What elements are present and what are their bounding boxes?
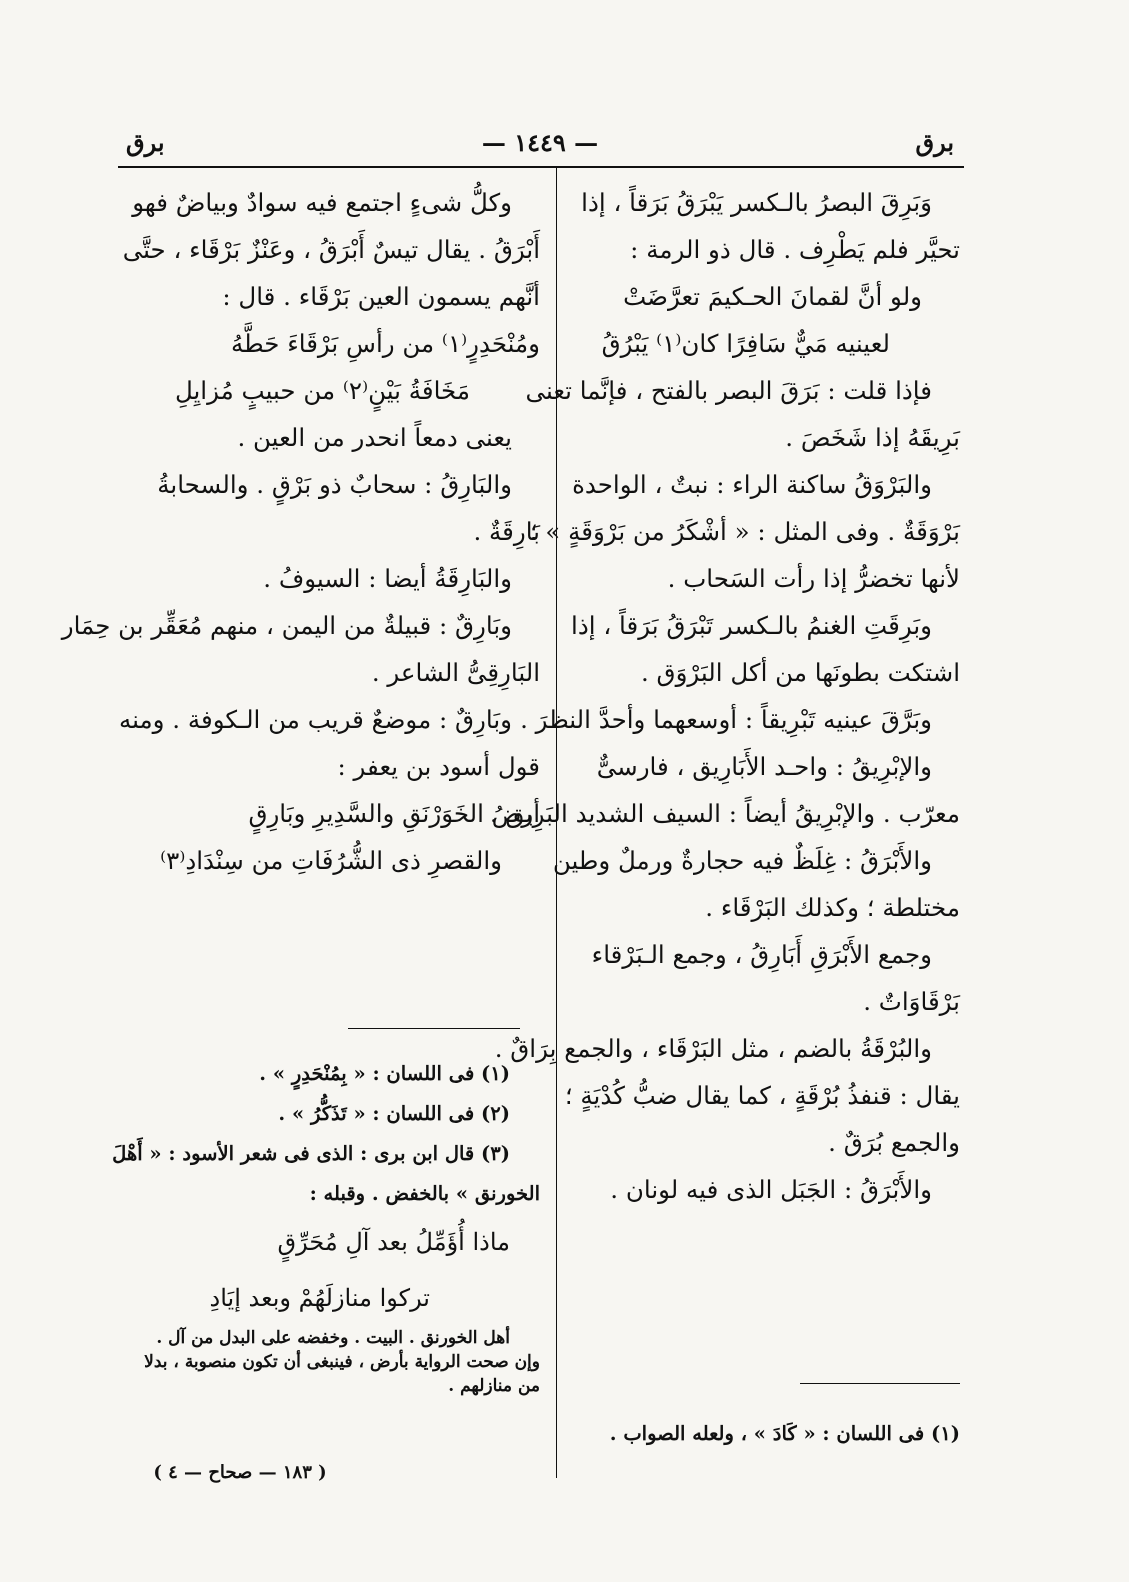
header-root-right: برق <box>915 128 954 157</box>
footnote-rule <box>348 1028 520 1029</box>
footnote: أهل الخورنق . البيت . وخفضه على البدل من آل . <box>156 1328 510 1348</box>
text-line: والبَرْوَقُ ساكنة الراء : نبتٌ ، الواحدة <box>572 470 932 499</box>
printer-signature: ( ١٨٣ — صحاح — ٤ ) <box>153 1462 327 1483</box>
header-root-left: برق <box>126 128 165 157</box>
text-line: أنَّهم يسمون العين بَرْقَاء . قال : <box>222 282 540 311</box>
verse-line: ولو أنَّ لقمانَ الحـكيمَ تعرَّضَتْ <box>623 282 922 311</box>
text-line: والإبْرِيقُ : واحـد الأَبَارِيق ، فارسىٌّ <box>596 752 932 781</box>
footnote: من منازلهم . <box>448 1376 540 1396</box>
text-line: والجمع بُرَقٌ . <box>828 1128 960 1157</box>
verse-line: لعينيه مَيٌّ سَافِرًا كان⁽١⁾ يَبْرُقُ <box>601 329 890 358</box>
footnote: (٢) فى اللسان : « تَذَكُّرُ » . <box>278 1102 510 1125</box>
footnote: وإن صحت الرواية بأرض ، فينبغى أن تكون منصوبة ، بدلا <box>144 1352 540 1372</box>
text-line: بَرْوَقَةٌ . وفى المثل : « أشْكَرُ من بَرْوَقَةٍ » ؛ <box>529 517 960 546</box>
verse-line: مَخَافَةُ بَيْنٍ⁽٢⁾ من حبيبٍ مُزايِلِ <box>174 376 470 405</box>
footnote-verse: تركوا منازلَهُمْ وبعد إيَادِ <box>209 1284 430 1312</box>
footnote: (١) فى اللسان : « بِمُنْحَدِرٍ » . <box>259 1062 510 1085</box>
text-line: وبَارِقٌ : قبيلةٌ من اليمن ، منهم مُعَقِّر بن حِمَار <box>61 611 512 640</box>
text-line: البَارِقِىُّ الشاعر . <box>371 658 540 687</box>
footnote: (٣) قال ابن برى : الذى فى شعر الأسود : « أَهْلَ <box>112 1142 510 1165</box>
footnote-verse: ماذا أُؤَمِّلُ بعد آلِ مُحَرِّقٍ <box>277 1228 510 1256</box>
left-footnotes <box>112 1054 540 1398</box>
text-line: والأَبْرَقُ : غِلَظٌ فيه حجارةٌ ورملٌ وطين <box>552 846 932 875</box>
verse-line: ومُنْحَدِرٍ⁽١⁾ من رأسِ بَرْقَاءَ حَطَّهُ <box>231 329 540 358</box>
page-number: — ١٤٤٩ — <box>481 128 599 157</box>
text-line: تحيَّر فلم يَطْرِف . قال ذو الرمة : <box>630 235 960 264</box>
text-line: والبُرْقَةُ بالضم ، مثل البَرْقَاء ، والجمع بِرَاقٌ . <box>494 1034 932 1063</box>
footnote-rule <box>800 1383 960 1384</box>
text-line: وبَرِقَتِ الغنمُ بالـكسر تَبْرَقُ بَرَقاً ، إذا <box>571 611 932 640</box>
text-line: وَبَرِقَ البصرُ بالـكسر يَبْرَقُ بَرَقاً ، إذا <box>581 188 932 217</box>
footnote: (١) فى اللسان : « كَادَ » ، ولعله الصواب . <box>609 1422 960 1445</box>
header-rule <box>118 166 964 168</box>
text-line: اشتكت بطونَها من أكل البَرْوَق . <box>640 658 960 687</box>
text-line: يعنى دمعاً انحدر من العين . <box>237 423 512 452</box>
text-line: وكلُّ شىءٍ اجتمع فيه سوادٌ وبياضٌ فهو <box>132 188 512 217</box>
page-header <box>120 128 960 168</box>
text-line: يقال : قنفذُ بُرْقَةٍ ، كما يقال ضبُّ كُدْيَةٍ ؛ <box>564 1081 960 1110</box>
text-line: وبَارِقٌ : موضعٌ قريب من الـكوفة . ومنه <box>119 705 512 734</box>
text-line: بَرِيقَهُ إذا شَخَصَ . <box>785 423 960 452</box>
text-line: والبَارِقَةُ أيضا : السيوفُ . <box>263 564 512 593</box>
left-column <box>61 186 540 891</box>
footnote: الخورنق » بالخفض . وقبله : <box>309 1182 540 1205</box>
text-line: فإذا قلت : بَرَقَ البصر بالفتح ، فإنَّما تعنى <box>525 376 932 405</box>
text-line: قول أسود بن يعفر : <box>337 752 540 781</box>
text-line: مختلطة ؛ وكذلك البَرْقَاء . <box>705 893 960 922</box>
text-line: بَارِقَةٌ . <box>473 517 540 546</box>
text-line: والأَبْرَقُ : الجَبَل الذى فيه لونان . <box>610 1175 932 1204</box>
text-line: وجمع الأَبْرَقِ أَبَارِقُ ، وجمع الـبَرْقاء <box>591 940 932 969</box>
text-line: لأنها تخضرُّ إذا رأت السَحاب . <box>667 564 960 593</box>
verse-line: أرضُ الخَوَرْنَقِ والسَّدِيرِ وبَارِقٍ <box>248 799 540 828</box>
text-line: بَرْقَاوَاتٌ . <box>863 987 960 1016</box>
verse-line: والقصرِ ذى الشُّرُفَاتِ من سِنْدَادِ⁽٣⁾ <box>160 846 502 875</box>
text-line: والبَارِقُ : سحابٌ ذو بَرْقٍ . والسحابةُ <box>157 470 512 499</box>
text-line: معرّب . والإبْرِيقُ أيضاً : السيف الشديد البَرِيق . <box>489 799 960 828</box>
text-line: أَبْرَقُ . يقال تيسٌ أَبْرَقُ ، وعَنْزٌ بَرْقَاء ، حتَّى <box>122 235 540 264</box>
text-line: وبَرَّقَ عينيه تَبْرِيقاً : أوسعهما وأحدَّ النظرَ . <box>520 705 932 734</box>
